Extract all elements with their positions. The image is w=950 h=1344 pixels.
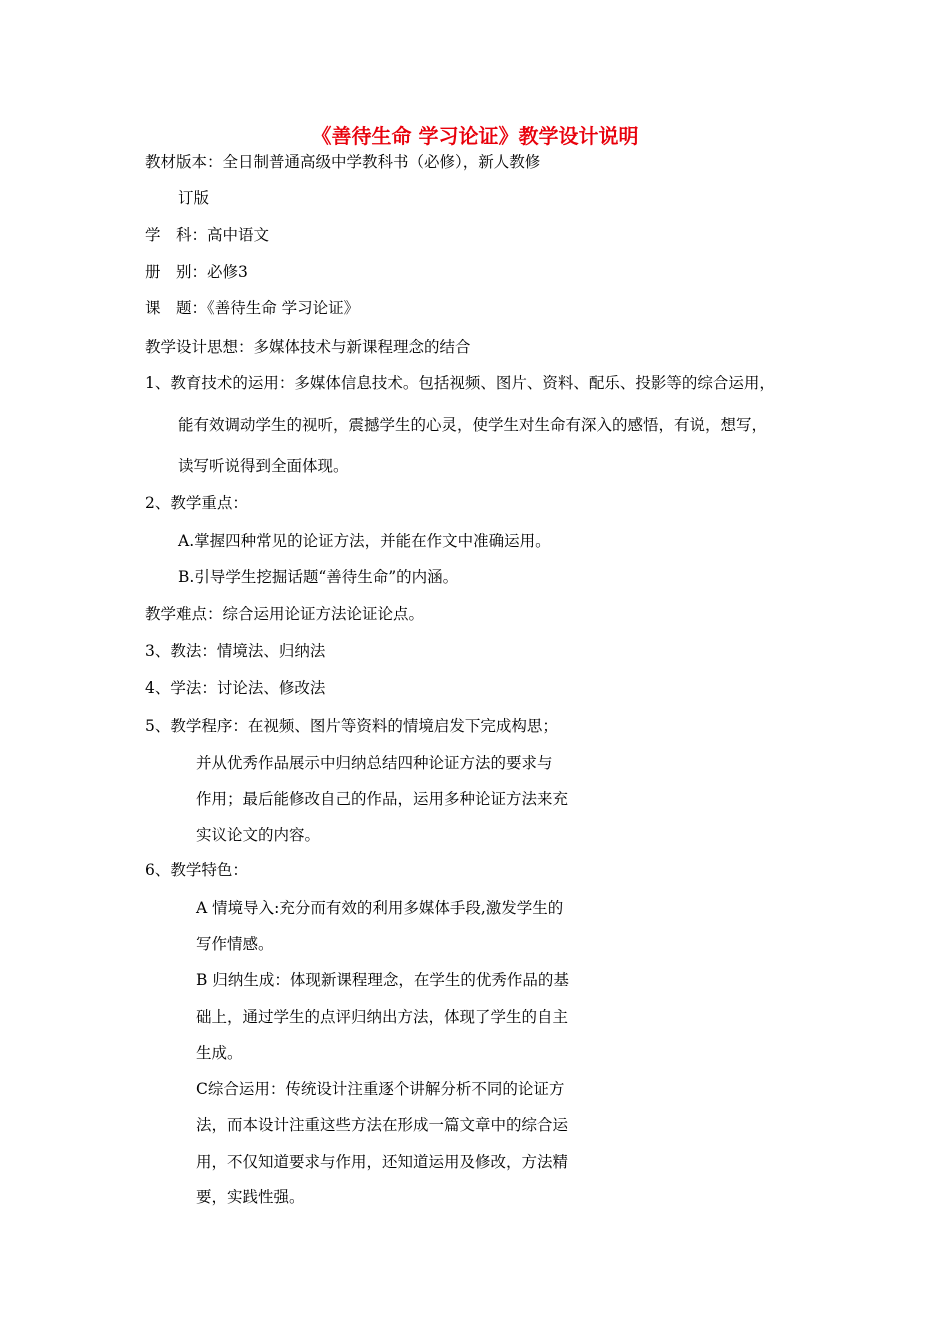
text-line-edition: 教材版本：全日制普通高级中学教科书（必修），新人教修 <box>145 153 541 171</box>
text-line-item-6-a-cont: 写作情感。 <box>196 935 274 953</box>
document-title: 《善待生命 学习论证》教学设计说明 <box>311 124 639 148</box>
text-line-item-6-c: C综合运用：传统设计注重逐个讲解分析不同的论证方 <box>196 1080 565 1098</box>
text-line-item-6-c-cont-2: 用，不仅知道要求与作用，还知道运用及修改，方法精 <box>196 1153 569 1171</box>
text-line-item-5-cont-1: 并从优秀作品展示中归纳总结四种论证方法的要求与 <box>196 754 553 772</box>
text-line-item-1: 1、教育技术的运用：多媒体信息技术。包括视频、图片、资料、配乐、投影等的综合运用， <box>145 374 775 392</box>
text-line-item-6-c-cont-3: 要，实践性强。 <box>196 1188 305 1206</box>
text-line-item-6-c-cont-1: 法，而本设计注重这些方法在形成一篇文章中的综合运 <box>196 1116 569 1134</box>
text-line-item-4: 4、学法：讨论法、修改法 <box>145 679 326 697</box>
text-line-item-6-b: B 归纳生成：体现新课程理念，在学生的优秀作品的基 <box>196 971 569 989</box>
text-line-item-6-a: A 情境导入:充分而有效的利用多媒体手段,激发学生的 <box>196 899 564 917</box>
text-line-design-idea: 教学设计思想：多媒体技术与新课程理念的结合 <box>145 338 471 356</box>
text-line-edition-cont: 订版 <box>178 189 210 207</box>
text-line-item-5-cont-3: 实议论文的内容。 <box>196 826 321 844</box>
text-line-item-6-b-cont-2: 生成。 <box>196 1044 243 1062</box>
text-line-item-2: 2、教学重点： <box>145 494 248 512</box>
text-line-item-2-b: B.引导学生挖掘话题“善待生命”的内涵。 <box>178 568 459 586</box>
text-line-topic: 课 题：《善待生命 学习论证》 <box>145 299 360 317</box>
text-line-difficulty: 教学难点：综合运用论证方法论证论点。 <box>145 605 425 623</box>
text-line-item-1-cont-2: 读写听说得到全面体现。 <box>178 457 349 475</box>
text-line-item-5: 5、教学程序：在视频、图片等资料的情境启发下完成构思； <box>145 717 558 735</box>
text-line-item-3: 3、教法：情境法、归纳法 <box>145 642 326 660</box>
text-line-item-6-b-cont-1: 础上，通过学生的点评归纳出方法，体现了学生的自主 <box>196 1008 569 1026</box>
text-line-subject: 学 科：高中语文 <box>145 226 270 244</box>
text-line-item-5-cont-2: 作用；最后能修改自己的作品，运用多种论证方法来充 <box>196 790 569 808</box>
text-line-item-6: 6、教学特色： <box>145 861 248 879</box>
text-line-volume: 册 别：必修3 <box>145 263 248 281</box>
text-line-item-1-cont-1: 能有效调动学生的视听，震撼学生的心灵，使学生对生命有深入的感悟，有说，想写， <box>178 416 768 434</box>
text-line-item-2-a: A.掌握四种常见的论证方法，并能在作文中准确运用。 <box>178 532 551 550</box>
